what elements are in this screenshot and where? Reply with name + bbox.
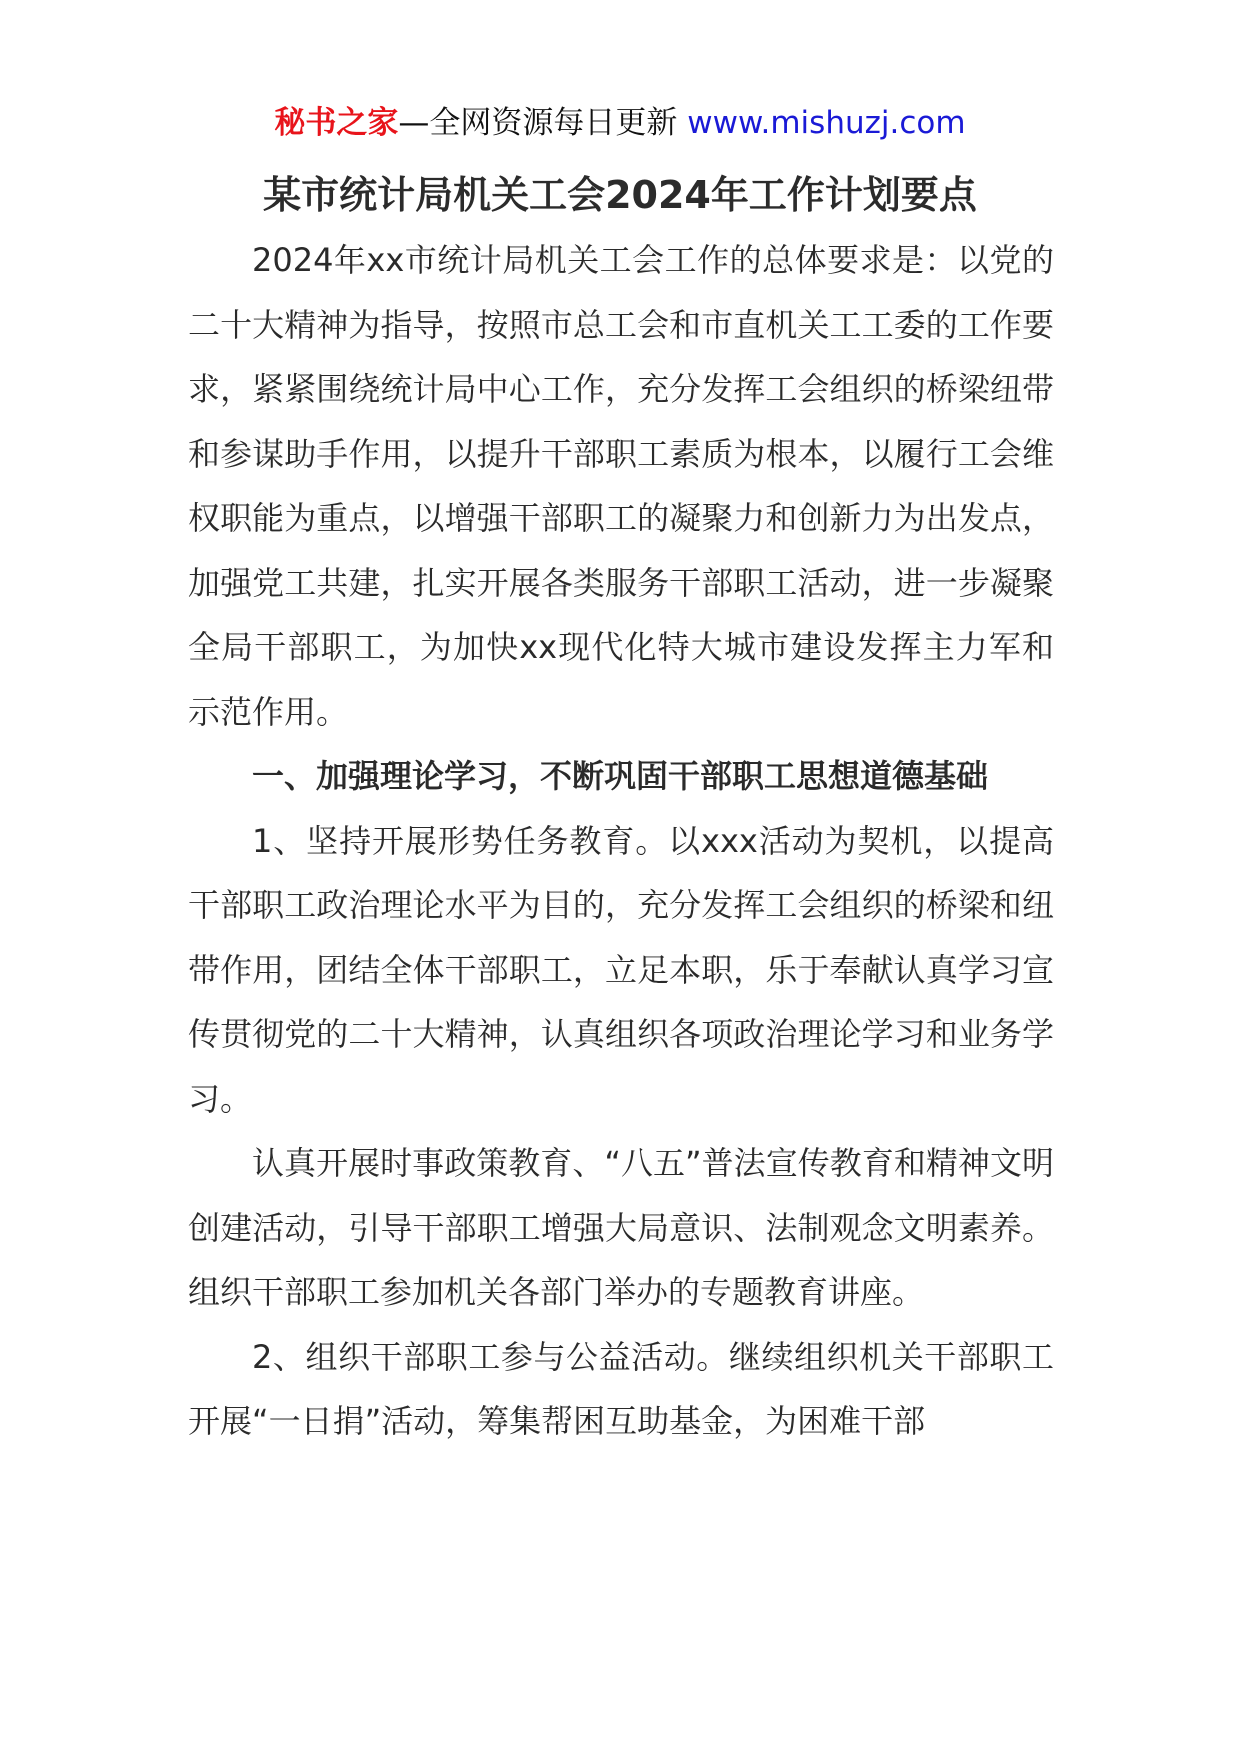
document-body <box>188 228 1054 1454</box>
header-tagline: —全网资源每日更新 <box>398 105 688 141</box>
site-url-link[interactable]: www.mishuzj.com <box>687 105 966 141</box>
item-1-paragraph: 1、坚持开展形势任务教育。以xxx活动为契机，以提高干部职工政治理论水平为目的，充分发挥工会组织的桥梁和纽带作用，团结全体干部职工，立足本职，乐于奉献认真学习宣传贯彻党的二十大精神，认真组织各项政治理论学习和业务学习。 <box>188 821 1054 1118</box>
item-1-continuation-paragraph: 认真开展时事政策教育、“八五”普法宣传教育和精神文明创建活动，引导干部职工增强大局意识、法制观念文明素养。组织干部职工参加机关各部门举办的专题教育讲座。 <box>188 1144 1054 1311</box>
section-heading-1: 一、加强理论学习，不断巩固干部职工思想道德基础 <box>252 757 989 795</box>
item-2-paragraph: 2、组织干部职工参与公益活动。继续组织机关干部职工开展“一日捐”活动，筹集帮困互助基金，为困难干部 <box>188 1337 1054 1440</box>
document-title: 某市统计局机关工会2024年工作计划要点 <box>263 173 977 217</box>
site-header <box>0 100 1240 146</box>
brand-name: 秘书之家 <box>274 105 399 141</box>
intro-paragraph: 2024年xx市统计局机关工会工作的总体要求是：以党的二十大精神为指导，按照市总工会和市直机关工工委的工作要求，紧紧围绕统计局中心工作，充分发挥工会组织的桥梁纽带和参谋助手作用，以提升干部职工素质为根本，以履行工会维权职能为重点，以增强干部职工的凝聚力和创新力为出发点，加强党工共建，扎实开展各类服务干部职工活动，进一步凝聚全局干部职工，为加快xx现代化特大城市建设发挥主力军和示范作用。 <box>188 241 1054 731</box>
